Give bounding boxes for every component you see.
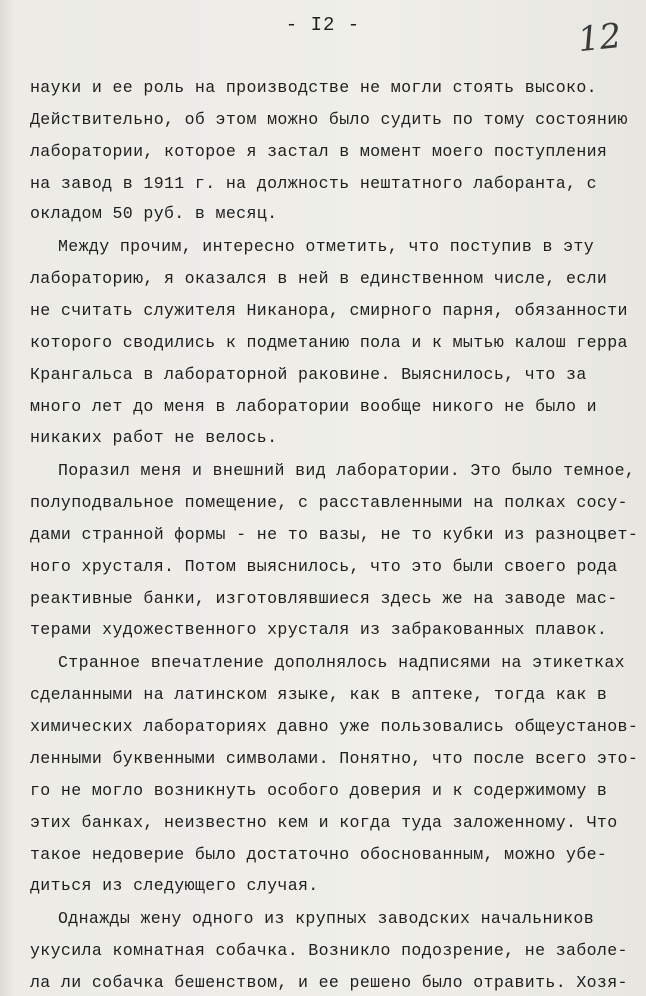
text-line: Крангальса в лабораторной раковине. Выяснилось, что за [30, 365, 587, 384]
text-line: лаборатории, которое я застал в момент моего поступления [30, 142, 608, 161]
text-line: лабораторию, я оказался в ней в единственном числе, если [30, 269, 608, 288]
text-line: этих банках, неизвестно кем и когда туда заложенному. Что [30, 813, 618, 832]
text-line: на завод в 1911 г. на должность нештатного лаборанта, с [30, 174, 597, 193]
text-line: которого сводились к подметанию пола и к мытью калош герра [30, 333, 628, 352]
text-line: ла ли собачка бешенством, и ее решено было отравить. Хозя- [30, 973, 628, 992]
text-line: Поразил меня и внешний вид лаборатории. Это было темное, [58, 461, 636, 480]
page-number: - I2 - [285, 14, 361, 36]
text-line: науки и ее роль на производстве не могли стоять высоко. [30, 78, 597, 97]
handwritten-page-number: 12 [576, 15, 624, 61]
text-line: полуподвальное помещение, с расставленными на полках сосу- [30, 493, 628, 512]
text-line: не считать служителя Никанора, смирного парня, обязанности [30, 301, 628, 320]
text-line: сделанными на латинском языке, как в аптеке, тогда как в [30, 685, 608, 704]
text-line: окладом 50 руб. в месяц. [30, 204, 278, 223]
text-line: ного хрусталя. Потом выяснилось, что это были своего рода [30, 557, 618, 576]
text-line: диться из следующего случая. [30, 876, 319, 895]
text-line: много лет до меня в лаборатории вообще никого не было и [30, 397, 597, 416]
text-line: Странное впечатление дополнялось надписями на этикетках [58, 653, 625, 672]
text-line: Между прочим, интересно отметить, что поступив в эту [58, 237, 595, 256]
text-line: химических лабораториях давно уже пользовались общеустанов- [30, 717, 639, 736]
text-line: реактивные банки, изготовлявшиеся здесь же на заводе мас- [30, 589, 618, 608]
text-line: ленными буквенными символами. Понятно, что после всего это- [30, 749, 639, 768]
text-line: го не могло возникнуть особого доверия и к содержимому в [30, 781, 608, 800]
text-line: никаких работ не велось. [30, 428, 278, 447]
text-line: укусила комнатная собачка. Возникло подозрение, не заболе- [30, 941, 628, 960]
text-line: дами странной формы - не то вазы, не то кубки из разноцвет- [30, 525, 639, 544]
text-line: Однажды жену одного из крупных заводских начальников [58, 909, 595, 928]
text-line: терами художественного хрусталя из забракованных плавок. [30, 620, 608, 639]
text-line: такое недоверие было достаточно обоснованным, можно убе- [30, 845, 608, 864]
text-line: Действительно, об этом можно было судить по тому состоянию [30, 110, 628, 129]
